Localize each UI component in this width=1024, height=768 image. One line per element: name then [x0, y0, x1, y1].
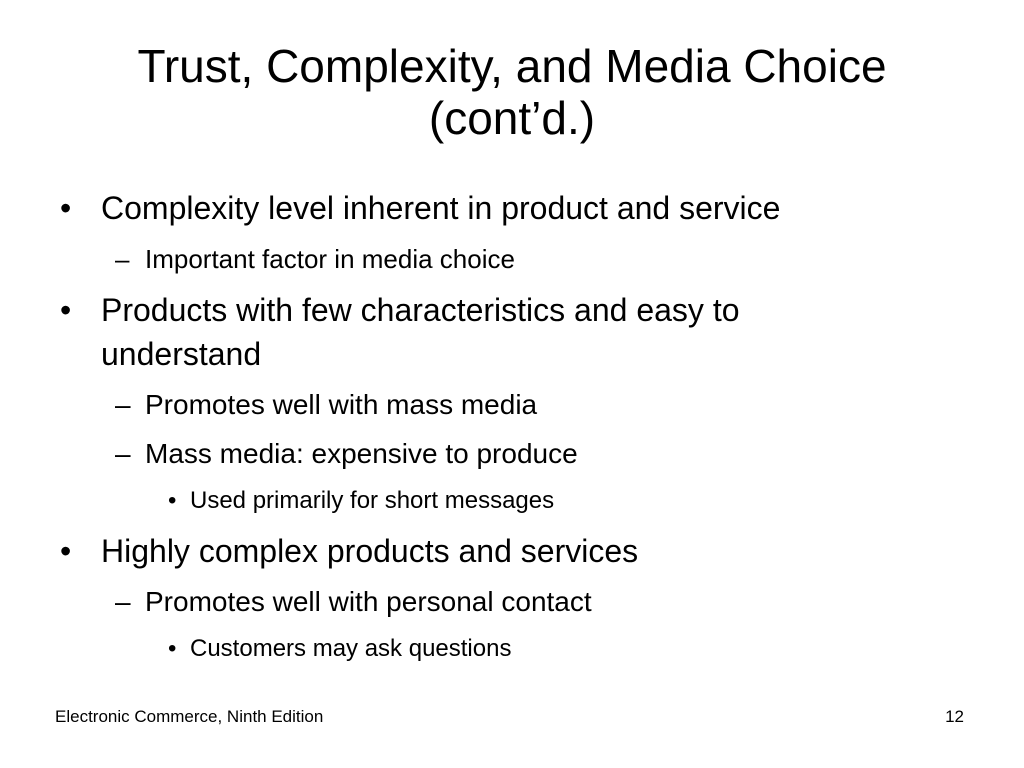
bullet-2-marker: • — [60, 292, 72, 328]
sub-bullet-2-2-marker: – — [115, 438, 131, 469]
sub-bullet-2-2 — [115, 436, 578, 472]
sub-bullet-1-1 — [115, 241, 515, 277]
slide-title — [60, 40, 964, 144]
bullet-3 — [60, 529, 638, 573]
bullet-3-text: Highly complex products and services — [101, 533, 639, 569]
bullet-1-marker: • — [60, 190, 72, 226]
sub-sub-bullet-3-1-1-text: Customers may ask questions — [190, 635, 512, 662]
footer-page-number: 12 — [945, 707, 964, 726]
bullet-1 — [60, 186, 780, 230]
bullet-2-text-line-1: Products with few characteristics and easy to — [101, 292, 740, 328]
bullet-2-text-line-2: understand — [101, 336, 262, 372]
bullet-1-text: Complexity level inherent in product and service — [101, 190, 781, 226]
sub-bullet-3-1-marker: – — [115, 586, 131, 617]
sub-bullet-1-1-text: Important factor in media choice — [145, 244, 515, 274]
slide-title-line-1: Trust, Complexity, and Media Choice — [137, 40, 887, 92]
sub-bullet-2-1-marker: – — [115, 389, 131, 420]
sub-sub-bullet-2-2-1 — [168, 485, 554, 517]
bullet-3-marker: • — [60, 533, 72, 569]
sub-sub-bullet-2-2-1-text: Used primarily for short messages — [190, 487, 555, 514]
footer-course-title: Electronic Commerce, Ninth Edition — [55, 707, 324, 726]
sub-bullet-2-2-text: Mass media: expensive to produce — [145, 438, 578, 469]
bullet-2 — [60, 288, 740, 332]
slide-title-line-2: (cont’d.) — [428, 92, 596, 144]
sub-bullet-2-1 — [115, 387, 537, 423]
sub-bullet-1-1-marker: – — [115, 244, 130, 274]
bullet-2-continuation — [101, 332, 261, 376]
sub-bullet-3-1-text: Promotes well with personal contact — [145, 586, 592, 617]
sub-sub-bullet-3-1-1-marker: • — [168, 635, 177, 662]
sub-sub-bullet-3-1-1 — [168, 633, 511, 665]
sub-bullet-3-1 — [115, 584, 592, 620]
sub-bullet-2-1-text: Promotes well with mass media — [145, 389, 538, 420]
sub-sub-bullet-2-2-1-marker: • — [168, 487, 177, 514]
